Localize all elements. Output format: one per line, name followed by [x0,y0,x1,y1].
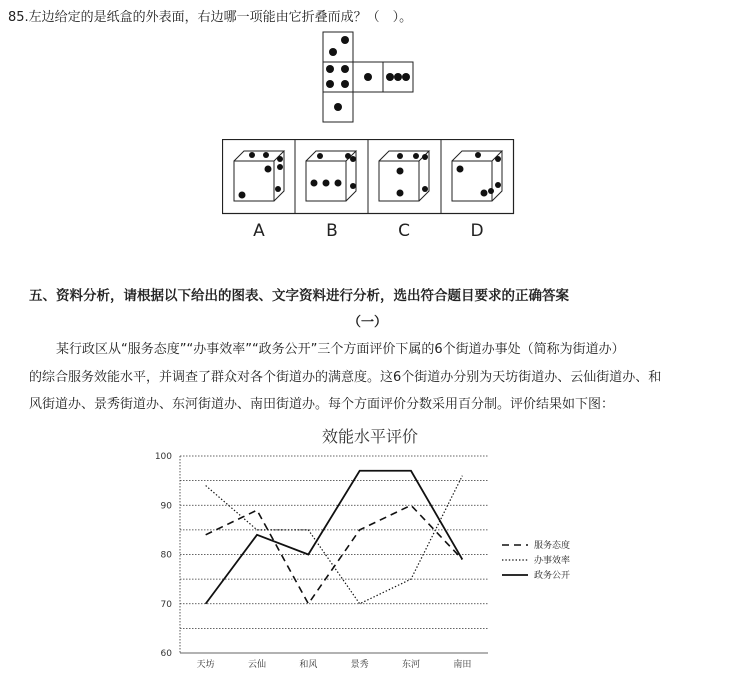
y-tick-label: 100 [154,452,172,462]
y-tick-label: 80 [160,550,172,561]
x-tick-label: 和风 [299,660,318,670]
series-line-solid [206,471,463,604]
y-tick-label: 90 [160,501,172,512]
paragraph-line-3: 风街道办、景秀街道办、东河街道办、南田街道办。每个方面评价分数采用百分制。评价结果如下图： [29,397,615,412]
option-a-label: A [253,221,265,241]
options-figure [222,139,515,243]
x-tick-label: 天坊 [196,660,215,670]
option-d-label: D [470,221,484,241]
series-line-dotted [206,476,463,604]
efficiency-chart [140,418,600,682]
legend-label: 办事效率 [534,556,571,566]
section-subtitle: （一） [347,315,387,330]
paragraph-line-1: 某行政区从“服务态度”“办事效率”“政务公开”三个方面评价下属的6个街道办事处（简称为街道办） [56,342,625,357]
x-tick-label: 景秀 [350,660,369,670]
x-tick-label: 云仙 [247,660,267,670]
question-85-text: 85.左边给定的是纸盒的外表面，右边哪一项能由它折叠而成？（ ）。 [8,10,413,25]
option-c-label: C [398,221,410,241]
box-net [322,31,414,123]
chart-title: 效能水平评价 [321,427,419,446]
option-b-label: B [326,221,338,241]
y-tick-label: 70 [160,599,172,610]
section-title: 五、资料分析，请根据以下给出的图表、文字资料进行分析，选出符合题目要求的正确答案 [29,288,569,304]
y-tick-label: 60 [160,649,172,659]
cube-d [452,151,502,201]
x-tick-label: 东河 [401,660,421,670]
legend-label: 服务态度 [534,541,571,551]
x-tick-label: 南田 [453,660,472,670]
cube-c [379,151,429,201]
paragraph-line-2: 的综合服务效能水平，并调查了群众对各个街道办的满意度。这6个街道办分别为天坊街道办、云仙街道办、和 [29,370,662,385]
legend-label: 政务公开 [534,571,571,581]
